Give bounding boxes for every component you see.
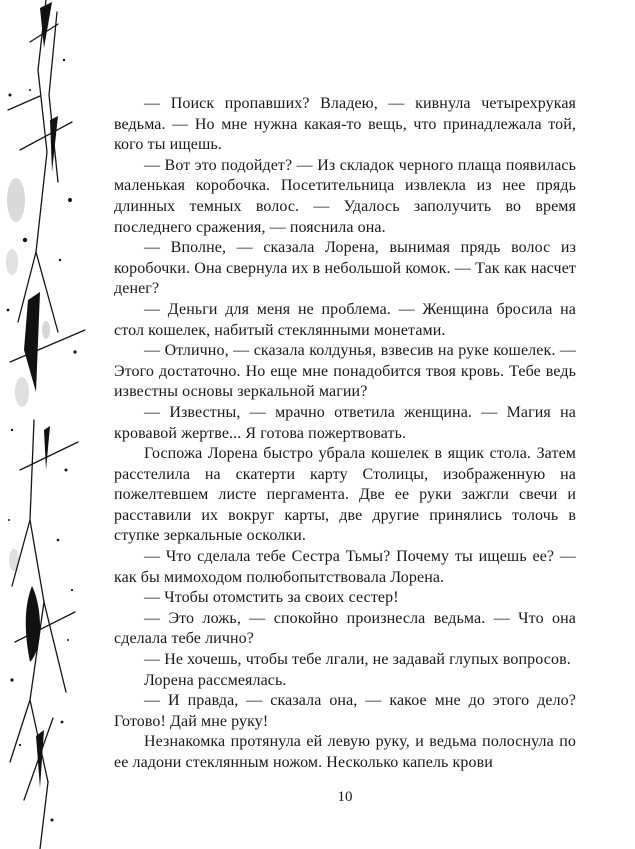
paragraph: — И правда, — сказала она, — какое мне до этого дело? Готово! Дай мне руку!	[114, 692, 576, 730]
paragraph: — Вот это подойдет? — Из складок черного плаща появилась маленькая коробочка. Посетительница извлекла из нее прядь длинных темных волос. — Удалось заполучить во время последнего сражения, — пояснила она.	[114, 156, 576, 236]
paragraph: — Что сделала тебе Сестра Тьмы? Почему ты ищешь ее? — как бы мимоходом полюбопытствовала Лорена.	[114, 548, 576, 586]
page-number: 10	[337, 789, 353, 805]
paragraph: — Не хочешь, чтобы тебе лгали, не задавай глупых вопросов.	[144, 651, 571, 669]
paragraph: — Чтобы отомстить за своих сестер!	[144, 589, 399, 607]
paragraph: Госпожа Лорена быстро убрала кошелек в ящик стола. Затем расстелила на скатерти карту Столицы, изображенную на пожелтевшем листе пергамента. Две ее руки зажгли свечи и расставили их вокруг карты, две другие принялись толочь в ступке зеркальные осколки.	[114, 445, 576, 545]
paragraph: — Поиск пропавших? Владею, — кивнула четырехрукая ведьма. — Но мне нужна какая-то вещь, что принадлежала той, кого ты ищешь.	[114, 95, 576, 154]
paragraph: — Вполне, — сказала Лорена, вынимая прядь волос из коробочки. Она свернула их в небольшой комок. — Так как насчет денег?	[114, 239, 576, 298]
text-block	[114, 94, 576, 774]
ink-splatter-artwork	[0, 0, 110, 849]
paragraph: — Это ложь, — спокойно произнесла ведьма. — Что она сделала тебе лично?	[114, 609, 576, 648]
paragraph: Лорена рассмеялась.	[144, 671, 287, 689]
paragraph: — Отлично, — сказала колдунья, взвесив на руке кошелек. — Этого достаточно. Но еще мне понадобится твоя кровь. Тебе ведь известны основы зеркальной магии?	[114, 342, 576, 401]
paragraph: — Деньги для меня не проблема. — Женщина бросила на стол кошелек, набитый стеклянными монетами.	[114, 300, 576, 339]
paragraph: — Известны, — мрачно ответила женщина. — Магия на кровавой жертве... Я готова пожертвовать.	[114, 403, 576, 442]
paragraph: Незнакомка протянула ей левую руку, и ведьма полоснула по ее ладони стеклянным ножом. Несколько капель крови	[114, 733, 576, 771]
